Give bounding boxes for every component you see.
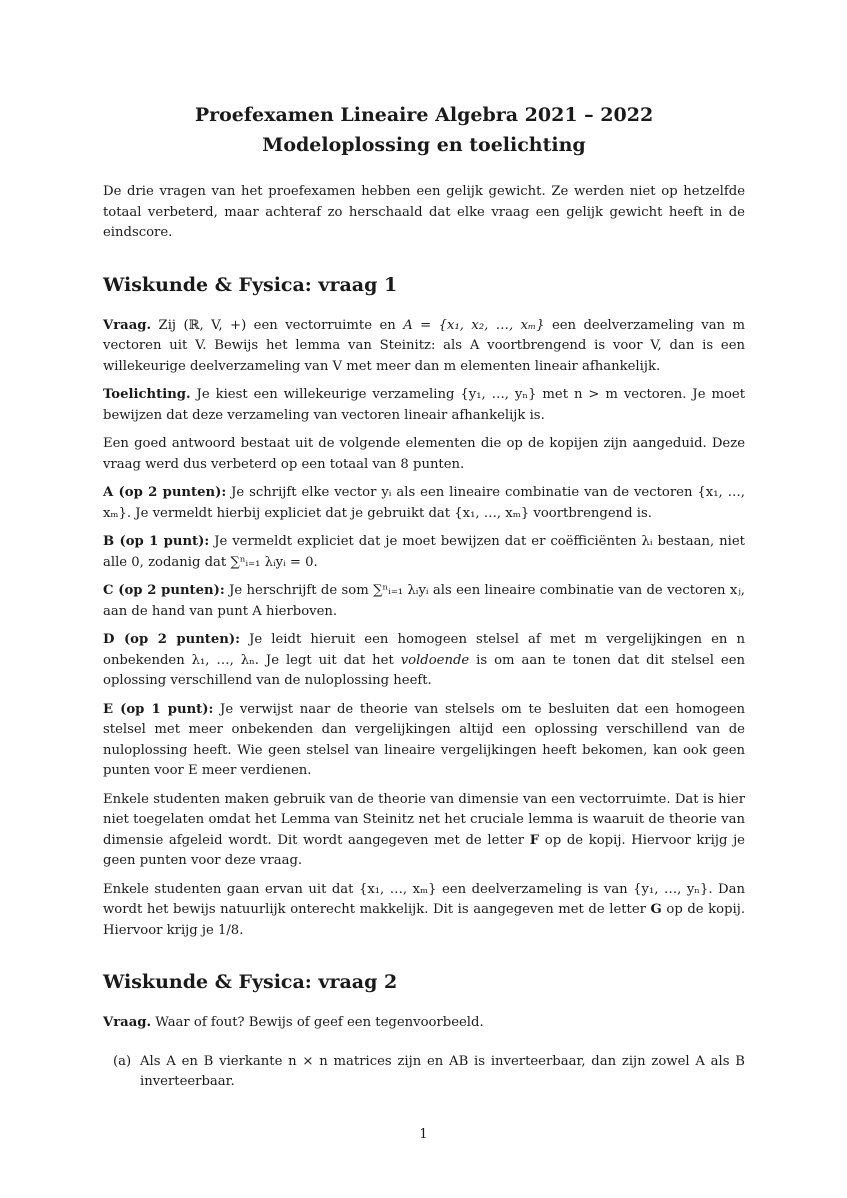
note-g-paragraph [103, 880, 745, 942]
criterion-d-text-2: is om aan te tonen dat dit stelsel een oplossing verschillend van de nuloplossing heeft. [103, 652, 745, 688]
question-2-item-a [103, 1052, 745, 1093]
goed-antwoord-paragraph: Een goed antwoord bestaat uit de volgende elementen die op de kopijen zijn aangeduid. Deze vraag werd dus verbeterd op een totaal van 8 punten. [103, 436, 745, 472]
criterion-b [103, 532, 745, 573]
intro-paragraph: De drie vragen van het proefexamen hebben een gelijk gewicht. Ze werden niet op hetzelfde totaal verbeterd, maar achteraf zo herschaald dat elke vraag een gelijk gewicht heeft in de eindscore. [103, 184, 745, 240]
section-1-heading: Wiskunde & Fysica: vraag 1 [103, 273, 398, 296]
criterion-a [103, 483, 745, 524]
note-f-paragraph [103, 790, 745, 872]
note-g-text-2: op de kopij. Hiervoor krijg je 1/8. [103, 902, 746, 938]
document-subtitle: Modeloplossing en toelichting [262, 134, 586, 156]
toelichting-label: Toelichting. [103, 387, 191, 402]
criterion-c [103, 581, 745, 622]
document-page [103, 100, 745, 1093]
criterion-d-text-1: Je leidt hieruit een homogeen stelsel af met m vergelijkingen en n onbekenden λ₁, …, λₙ. Je legt uit dat het [103, 632, 745, 668]
page-number: 1 [419, 1127, 428, 1142]
section-2-heading: Wiskunde & Fysica: vraag 2 [103, 971, 398, 993]
question-1-paragraph [103, 316, 745, 378]
note-f-text-2: op de kopij. Hiervoor krijg je geen punten voor deze vraag. [103, 832, 745, 868]
criterion-d-label: D (op 2 punten): [103, 632, 240, 647]
criterion-c-text: Je herschrijft de som ∑ⁿᵢ₌₁ λᵢyᵢ als een lineaire combinatie van de vectoren xⱼ, aan de hand van punt A hierboven. [103, 583, 746, 619]
document-title: Proefexamen Lineaire Algebra 2021 – 2022 [194, 104, 654, 126]
vraag-text-1: Zij (ℝ, V, +) een vectorruimte en [151, 317, 404, 333]
toelichting-paragraph [103, 385, 745, 426]
item-a-text: Als A en B vierkante n × n matrices zijn en AB is inverteerbaar, dan zijn zowel A als B inverteerbaar. [140, 1053, 745, 1089]
question-2-paragraph [103, 1013, 745, 1034]
criterion-b-text: Je vermeldt expliciet dat je moet bewijzen dat er coëfficiënten λᵢ bestaan, niet alle 0, zodanig dat ∑ⁿᵢ₌₁ λᵢyᵢ = 0. [103, 534, 745, 570]
note-g-text-1: Enkele studenten gaan ervan uit dat {x₁, …, xₘ} een deelverzameling is van {y₁, …, yₙ}. Dan wordt het bewijs natuurlijk onterecht makkelijk. Dit is aangegeven met de letter [103, 881, 745, 917]
criterion-b-label: B (op 1 punt): [103, 534, 210, 549]
criterion-d [103, 630, 745, 692]
criterion-e-text: Je verwijst naar de theorie van stelsels om te besluiten dat een homogeen stelsel met meer onbekenden dan vergelijkingen altijd een oplossing verschillend van de nuloplossing heeft. Wie geen stelsel van lineaire vergelijkingen heeft bekomen, kan ook geen punten voor E meer verdienen. [103, 701, 745, 778]
note-f-text-1: Enkele studenten maken gebruik van de theorie van dimensie van een vectorruimte. Dat is hier niet toegelaten omdat het Lemma van Steinitz net het cruciale lemma is waaruit de theorie van dimensie afgeleid wordt. Dit wordt aangegeven met de letter [103, 791, 745, 848]
criterion-c-label: C (op 2 punten): [103, 583, 225, 598]
vraag-math-1: A = {x₁, x₂, …, xₘ} [403, 317, 545, 333]
vraag-label: Vraag. [103, 317, 152, 333]
vraag-2-label: Vraag. [103, 1015, 152, 1030]
criterion-e-label: E (op 1 punt): [103, 701, 214, 717]
note-g-letter: G [650, 902, 662, 917]
toelichting-text: Je kiest een willekeurige verzameling {y₁, …, yₙ} met n > m vectoren. Je moet bewijzen dat deze verzameling van vectoren lineair afhankelijk is. [103, 387, 745, 423]
criterion-d-emphasis: voldoende [400, 652, 470, 668]
item-a-label: (a) [113, 1053, 132, 1069]
note-f-letter: F [529, 832, 540, 848]
vraag-text-2: een deelverzameling van m vectoren uit V. Bewijs het lemma van Steinitz: als A voortbrengend is voor V, dan is een willekeurige deelverzameling van V met meer dan m elementen lineair afhankelijk. [103, 317, 745, 374]
criterion-e [103, 700, 745, 782]
vraag-2-text: Waar of fout? Bewijs of geef een tegenvoorbeeld. [151, 1015, 484, 1030]
criterion-a-text: Je schrijft elke vector yᵢ als een lineaire combinatie van de vectoren {x₁, …, xₘ}. Je vermeldt hierbij expliciet dat je gebruikt dat {x₁, …, xₘ} voortbrengend is. [103, 485, 745, 521]
criterion-a-label: A (op 2 punten): [103, 485, 227, 500]
